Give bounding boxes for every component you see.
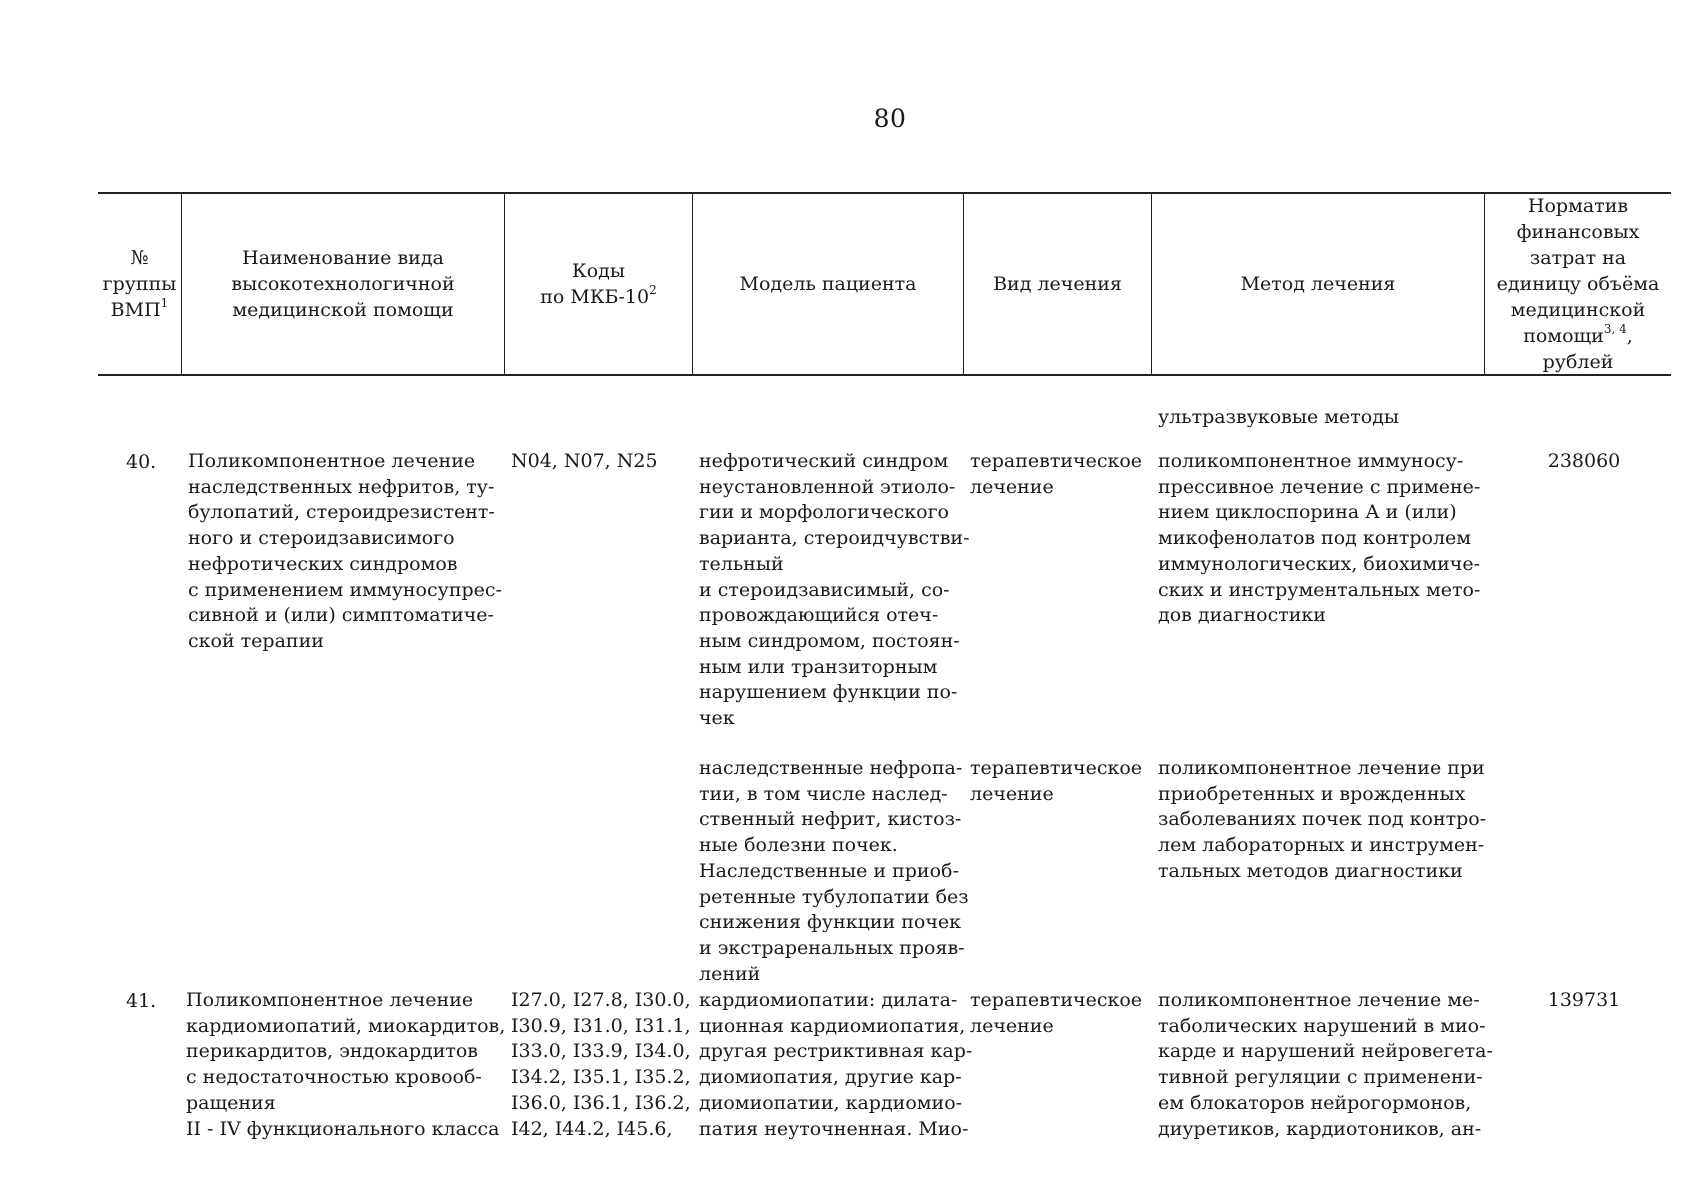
header-text: Норматив [1527,195,1629,217]
row-40-icd-codes: N04, N07, N25 [511,450,658,472]
header-treatment-type [964,194,1152,374]
table-header [98,192,1671,376]
header-treatment-method [1152,194,1485,374]
header-text: затрат на [1529,247,1627,269]
footnote-ref: 2 [649,282,657,297]
header-text: единицу объёма [1496,273,1660,295]
footnote-ref: 1 [160,295,169,310]
header-text: , [1626,325,1633,347]
header-text: № [130,247,149,269]
row-41-cost: 139731 [1547,989,1621,1011]
header-text: Коды [572,260,625,282]
row-40-treatment-method-2: поликомпонентное лечение при приобретенных и врожденных заболеваниях почек под контро- лем лабораторных и инструмен- тальных методов диагностики [1158,757,1487,882]
header-icd-codes [505,194,693,374]
header-group-number [98,194,182,374]
row-40-patient-model-1: нефротический синдром неустановленной этиоло- гии и морфологического варианта, стероидчувстви- тельный и стероидзависимый, со- провождающийся отеч- ным синдромом, постоян- ным или транзиторным нарушением функции по- чек [699,450,970,730]
header-text: Модель пациента [739,273,917,295]
header-text: Наименование вида [242,247,444,269]
header-text: группы [102,273,177,295]
header-text: Метод лечения [1240,273,1396,295]
row-41-treatment-method: поликомпонентное лечение ме- таболических нарушений в мио- карде и нарушений нейровегета- тивной регуляции с применени- ем блокаторов нейрогормонов, диуретиков, кардиотоников, ан- [1158,989,1493,1140]
row-40-patient-model-2: наследственные нефропа- тии, в том числе наслед- ственный нефрит, кистоз- ные болезни почек. Наследственные и приоб- ретенные тубулопатии без снижения функции почек и экстраренальных прояв- лений [699,757,969,985]
row-40-treatment-type-2: терапевтическое лечение [970,757,1143,805]
row-41-care-name: Поликомпонентное лечение кардиомиопатий, миокардитов, перикардитов, эндокардитов с недостаточностью кровооб- ращения II - IV функционального класса [186,989,506,1140]
footnote-ref: 3, 4 [1603,321,1627,336]
header-care-type [182,194,505,374]
row-41-patient-model: кардиомиопатии: дилата- ционная кардиомиопатия, другая рестриктивная кар- диомиопатия, другие кар- диомиопатии, кардиомио- патия неуточненная. Мио- [699,989,973,1140]
header-text: медицинской помощи [232,299,454,321]
header-text: медицинской [1510,299,1646,321]
header-patient-model [693,194,964,374]
continued-method-text: ультразвуковые методы [1158,406,1400,428]
header-text: ВМП [110,299,161,321]
header-text: Вид лечения [993,273,1122,295]
header-text: финансовых [1516,221,1640,243]
row-40-treatment-method-1: поликомпонентное иммуносу- прессивное лечение с примене- нием циклоспорина А и (или) микофенолатов под контролем иммунологических, биохимиче- ских и инструментальных мето- дов диагностики [1158,450,1481,627]
header-text: по МКБ-10 [540,286,650,308]
row-41-treatment-type: терапевтическое лечение [970,989,1143,1037]
row-40-care-name: Поликомпонентное лечение наследственных нефритов, ту- булопатий, стероидрезистент- ного и стероидзависимого нефротических синдромов с применением иммуносупрес- сивной и (или) симптоматиче- ской терапии [188,450,502,652]
row-40-treatment-type-1: терапевтическое лечение [970,450,1143,498]
header-cost-norm [1485,194,1671,374]
row-41-icd-codes: I27.0, I27.8, I30.0, I30.9, I31.0, I31.1, I33.0, I33.9, I34.0, I34.2, I35.1, I35.2, I36.0, I36.1, I36.2, I42, I44.2, I45.6, [511,989,691,1140]
header-text: рублей [1542,351,1614,373]
row-40-cost: 238060 [1547,450,1621,472]
header-text: высокотехнологичной [231,273,455,295]
header-text: помощи [1523,325,1604,347]
row-number-41: 41. [126,990,157,1012]
page-number: 80 [873,104,907,133]
row-number-40: 40. [126,451,157,473]
